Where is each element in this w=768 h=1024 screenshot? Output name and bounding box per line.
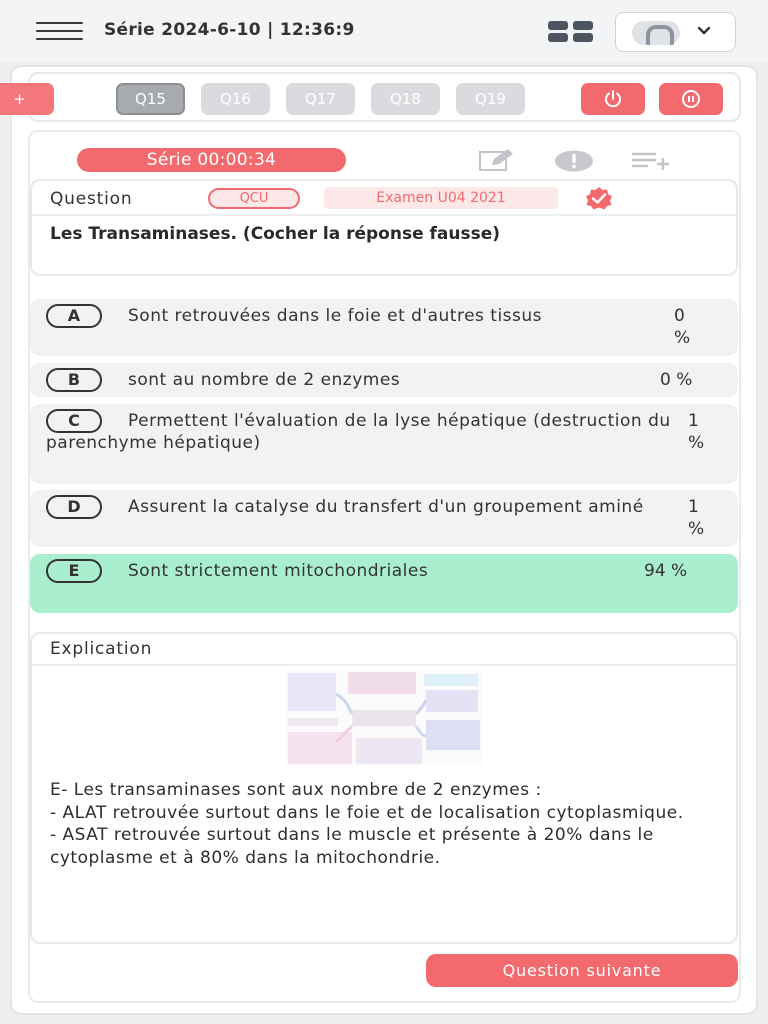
answer-option-d[interactable]: [30, 490, 738, 547]
series-title: Série 2024-6-10 | 12:36:9: [104, 20, 355, 40]
question-type-badge: QCU: [208, 188, 300, 209]
option-letter: E: [46, 559, 102, 583]
question-chip[interactable]: Q18: [371, 83, 440, 115]
power-button[interactable]: [581, 83, 645, 115]
question-text: Les Transaminases. (Cocher la réponse fausse): [50, 224, 501, 244]
option-letter: D: [46, 495, 102, 519]
question-navigator[interactable]: [13, 72, 741, 122]
question-chip[interactable]: Q17: [286, 83, 355, 115]
option-percent: 1 %: [688, 497, 705, 539]
option-text: Permettent l'évaluation de la lyse hépatique (destruction du parenchyme hépatique): [46, 411, 671, 453]
option-letter: C: [46, 409, 102, 433]
exam-source-badge: Examen U04 2021: [324, 187, 558, 209]
grid-icon[interactable]: [548, 21, 594, 43]
add-list-icon[interactable]: [632, 152, 672, 170]
option-percent: 94 %: [644, 561, 688, 581]
option-percent: 1 %: [688, 411, 705, 453]
option-letter: B: [46, 368, 102, 392]
explanation-header: [32, 634, 736, 666]
explanation-title: Explication: [50, 639, 153, 659]
option-percent: 0 %: [660, 370, 693, 390]
chevron-down-icon: [698, 25, 710, 37]
alert-icon[interactable]: [554, 150, 594, 172]
answer-option-a[interactable]: [30, 299, 738, 356]
power-icon: [602, 88, 624, 110]
question-chip[interactable]: Q19: [456, 83, 525, 115]
question-label: Question: [50, 189, 133, 209]
series-timer: Série 00:00:34: [77, 148, 346, 172]
pause-button[interactable]: [659, 83, 723, 115]
option-letter: A: [46, 304, 102, 328]
user-avatar-icon: [632, 21, 680, 45]
question-chip[interactable]: Q16: [201, 83, 270, 115]
explanation-text: E- Les transaminases sont aux nombre de 2 enzymes : - ALAT retrouvée surtout dans le foie et de localisation cytoplasmique. - ASAT retrouvée surtout dans le muscle et présente à 20% dans le cytoplasme et à 80% dans la mitochondrie.: [50, 780, 684, 868]
top-bar: [0, 0, 768, 62]
option-text: Sont retrouvées dans le foie et d'autres tissus: [128, 306, 543, 326]
answer-option-e-correct[interactable]: [30, 554, 738, 613]
hamburger-menu-icon[interactable]: [36, 22, 83, 40]
question-chip-previous[interactable]: +: [0, 83, 54, 115]
pause-icon: [680, 88, 702, 110]
option-text: sont au nombre de 2 enzymes: [128, 370, 401, 390]
mindmap-image[interactable]: [286, 670, 482, 766]
answer-option-b[interactable]: [30, 363, 738, 397]
answer-option-c[interactable]: [30, 404, 738, 484]
explanation-card: [30, 632, 738, 944]
option-text: Assurent la catalyse du transfert d'un groupement aminé: [128, 497, 644, 517]
next-question-button[interactable]: Question suivante: [426, 954, 738, 987]
edit-icon[interactable]: [478, 148, 516, 172]
question-card: [30, 179, 738, 276]
verified-badge-icon: [580, 186, 618, 210]
option-text: Sont strictement mitochondriales: [128, 561, 429, 581]
question-header: [32, 181, 736, 216]
option-percent: 0 %: [674, 306, 691, 348]
question-chip-active[interactable]: Q15: [116, 83, 185, 115]
profile-menu-button[interactable]: [615, 12, 736, 52]
